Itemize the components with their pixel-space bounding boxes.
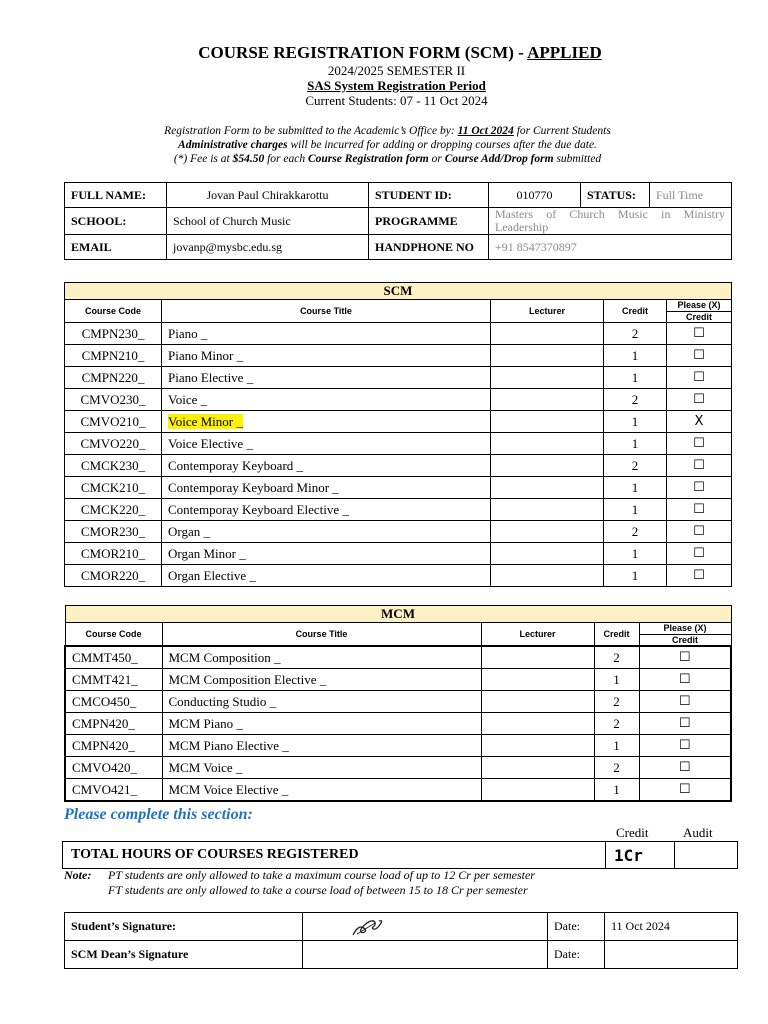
current-students-dates: Current Students: 07 - 11 Oct 2024 (305, 93, 488, 108)
lecturer-field[interactable] (491, 543, 604, 565)
admin-charges-label: Administrative charges (178, 139, 288, 151)
lecturer-field[interactable] (481, 691, 594, 713)
lecturer-field[interactable] (491, 411, 604, 433)
course-row (65, 565, 732, 587)
course-title-text: MCM Piano Elective _ (168, 737, 289, 753)
course-title (162, 411, 491, 433)
registration-checkbox[interactable]: ☐ (639, 735, 731, 757)
credit-value: 1 (604, 543, 667, 565)
course-title-text: Piano Minor _ (168, 347, 244, 363)
course-code: CMOR220_ (65, 565, 162, 587)
registration-checkbox[interactable]: ☐ (667, 345, 732, 367)
fee-form-registration: Course Registration form (307, 153, 429, 165)
col-please-x (667, 300, 732, 323)
course-code: CMCK230_ (65, 455, 162, 477)
credit-value: 1 (604, 411, 667, 433)
dean-date-label: Date: (548, 941, 605, 969)
lecturer-field[interactable] (491, 389, 604, 411)
course-title-text: MCM Composition _ (168, 649, 281, 665)
course-code: CMPN420_ (65, 735, 162, 757)
registration-checkbox[interactable]: ☐ (667, 565, 732, 587)
signature-table (64, 912, 738, 969)
course-code: CMMT421_ (65, 669, 162, 691)
course-code: CMPN420_ (65, 713, 162, 735)
course-row (65, 521, 732, 543)
course-title-text: MCM Composition Elective _ (168, 671, 327, 687)
credit-value: 2 (604, 389, 667, 411)
col-lecturer: Lecturer (491, 300, 604, 323)
course-row (65, 735, 731, 757)
course-code: CMVO230_ (65, 389, 162, 411)
note-label: Note: (64, 868, 92, 882)
student-signature-label: Student’s Signature: (65, 913, 303, 941)
credit-value: 1 (604, 499, 667, 521)
credit-value: 2 (594, 713, 639, 735)
course-title-text: MCM Voice Elective _ (168, 781, 289, 797)
course-code: CMVO421_ (65, 779, 162, 802)
course-row (65, 543, 732, 565)
course-code: CMPN210_ (65, 345, 162, 367)
credit-value: 1 (604, 367, 667, 389)
course-title (162, 691, 481, 713)
col-please-x-credit: Credit (671, 635, 698, 645)
course-title-text: Contemporay Keyboard Minor _ (168, 479, 339, 495)
fee-note-end: submitted (553, 153, 602, 165)
course-title (162, 367, 491, 389)
credit-value: 2 (594, 691, 639, 713)
lecturer-field[interactable] (481, 757, 594, 779)
semester-line: 2024/2025 SEMESTER II (327, 63, 466, 78)
lecturer-field[interactable] (491, 565, 604, 587)
lecturer-field[interactable] (491, 499, 604, 521)
course-code: CMPN220_ (65, 367, 162, 389)
course-title (162, 713, 481, 735)
credit-value: 1 (604, 565, 667, 587)
lecturer-field[interactable] (481, 669, 594, 691)
course-title-text: Conducting Studio _ (168, 693, 277, 709)
fee-note-or: or (428, 153, 445, 165)
registration-checkbox[interactable]: X (667, 411, 732, 433)
student-info-table (64, 182, 732, 260)
student-signature-field[interactable] (303, 913, 548, 941)
submission-note (0, 124, 768, 138)
course-title (162, 455, 491, 477)
fee-note-text-2: for each (264, 153, 308, 165)
course-code: CMMT450_ (65, 646, 162, 669)
col-course-title: Course Title (162, 300, 491, 323)
ft-load-note: FT students are only allowed to take a course load of between 15 to 18 Cr per semester (108, 883, 528, 897)
total-hours-table (62, 841, 738, 869)
programme-line-2: Leadership (495, 220, 549, 234)
form-title-main: COURSE REGISTRATION FORM (SCM) - (198, 43, 528, 62)
student-id-label: STUDENT ID: (369, 183, 489, 208)
course-title (162, 477, 491, 499)
student-date-label: Date: (548, 913, 605, 941)
school-label: SCHOOL: (65, 208, 167, 235)
course-title (162, 499, 491, 521)
handphone-label: HANDPHONE NO (369, 235, 489, 260)
credit-value: 2 (594, 646, 639, 669)
lecturer-field[interactable] (481, 713, 594, 735)
lecturer-field[interactable] (491, 345, 604, 367)
fee-form-add-drop: Course Add/Drop form (444, 153, 554, 165)
credit-value: 2 (604, 521, 667, 543)
dean-signature-field[interactable] (303, 941, 548, 969)
course-row (65, 691, 731, 713)
lecturer-field[interactable] (481, 735, 594, 757)
course-row (65, 477, 732, 499)
submission-note-text-end: for Current Students (513, 125, 611, 137)
credit-value: 1 (594, 735, 639, 757)
course-row (65, 713, 731, 735)
lecturer-field[interactable] (491, 477, 604, 499)
course-row (65, 669, 731, 691)
fee-note-text: (*) Fee is at (173, 153, 233, 165)
course-title-text: Voice _ (168, 391, 208, 407)
total-audit-header: Audit (683, 825, 713, 840)
submission-note-text: Registration Form to be submitted to the Academic’s Office by: (164, 125, 458, 137)
course-code: CMCK220_ (65, 499, 162, 521)
lecturer-field[interactable] (491, 433, 604, 455)
programme-label: PROGRAMME (369, 208, 489, 235)
mcm-course-table (64, 605, 732, 802)
lecturer-field[interactable] (481, 646, 594, 669)
form-title (0, 43, 768, 63)
course-title (162, 565, 491, 587)
course-title (162, 345, 491, 367)
scm-rows (65, 323, 732, 587)
lecturer-field[interactable] (491, 521, 604, 543)
complete-section-prompt: Please complete this section: (64, 806, 253, 823)
course-code: CMVO210_ (65, 411, 162, 433)
course-title (162, 389, 491, 411)
admin-charges-text: will be incurred for adding or dropping courses after the due date. (287, 139, 597, 151)
registration-period: SAS System Registration Period (307, 78, 486, 93)
course-row (65, 433, 732, 455)
course-title (162, 646, 481, 669)
fee-amount: $54.50 (232, 153, 265, 165)
registration-checkbox[interactable]: ☐ (667, 455, 732, 477)
course-title-text: Voice Minor _ (168, 413, 243, 429)
dean-signature-label: SCM Dean’s Signature (65, 941, 303, 969)
course-code: CMPN230_ (65, 323, 162, 345)
registration-checkbox[interactable]: ☐ (667, 521, 732, 543)
col-please-x-credit: Credit (685, 312, 712, 322)
col-course-code: Course Code (65, 623, 162, 647)
course-row (65, 411, 732, 433)
student-id-field[interactable]: 010770 (489, 183, 581, 208)
credit-value: 2 (604, 455, 667, 477)
registration-checkbox[interactable]: ☐ (667, 543, 732, 565)
lecturer-field[interactable] (491, 367, 604, 389)
admin-charges-note (0, 138, 768, 152)
fee-note (0, 152, 768, 166)
course-title-text: Organ Minor _ (168, 545, 246, 561)
course-code: CMOR230_ (65, 521, 162, 543)
total-hours-label: TOTAL HOURS OF COURSES REGISTERED (63, 842, 606, 869)
credit-value: 2 (594, 757, 639, 779)
mcm-heading: MCM (65, 606, 731, 623)
registration-checkbox[interactable]: ☐ (639, 669, 731, 691)
status-field[interactable]: Full Time (650, 183, 732, 208)
full-name-field[interactable]: Jovan Paul Chirakkarottu (167, 183, 369, 208)
credit-value: 1 (604, 477, 667, 499)
registration-checkbox[interactable]: ☐ (667, 367, 732, 389)
course-title (162, 521, 491, 543)
registration-checkbox[interactable]: ☐ (639, 757, 731, 779)
col-please-x-label: Please (X) (667, 300, 731, 312)
course-title (162, 323, 491, 345)
email-field[interactable]: jovanp@mysbc.edu.sg (167, 235, 369, 260)
form-title-applied: APPLIED (527, 43, 602, 62)
col-course-title: Course Title (162, 623, 481, 647)
programme-field[interactable] (489, 208, 732, 235)
scm-heading: SCM (65, 283, 732, 300)
lecturer-field[interactable] (481, 779, 594, 802)
programme-line-1: Masters of Church Music in Ministry (495, 207, 725, 221)
pt-load-note: PT students are only allowed to take a maximum course load of up to 12 Cr per semester (108, 868, 535, 882)
course-row (65, 367, 732, 389)
course-code: CMVO220_ (65, 433, 162, 455)
lecturer-field[interactable] (491, 323, 604, 345)
total-audit-field[interactable] (675, 842, 738, 869)
col-please-x (639, 623, 731, 647)
student-date-field[interactable]: 11 Oct 2024 (605, 913, 738, 941)
course-row (65, 779, 731, 802)
course-title-text: Piano _ (168, 325, 208, 341)
credit-value: 1 (594, 779, 639, 802)
registration-checkbox[interactable]: ☐ (639, 713, 731, 735)
dean-date-field[interactable] (605, 941, 738, 969)
credit-value: 2 (604, 323, 667, 345)
registration-checkbox[interactable]: ☐ (667, 499, 732, 521)
registration-checkbox[interactable]: ☐ (639, 779, 731, 802)
lecturer-field[interactable] (491, 455, 604, 477)
course-row (65, 499, 732, 521)
course-code: CMVO420_ (65, 757, 162, 779)
course-title-text: Contemporay Keyboard _ (168, 457, 304, 473)
registration-checkbox[interactable]: ☐ (667, 389, 732, 411)
submission-due-date: 11 Oct 2024 (457, 125, 514, 137)
course-title (162, 433, 491, 455)
course-title (162, 669, 481, 691)
mcm-rows (65, 646, 731, 801)
registration-checkbox[interactable]: ☐ (667, 323, 732, 345)
handphone-field[interactable]: +91 8547370897 (489, 235, 732, 260)
status-label: STATUS: (581, 183, 650, 208)
course-row (65, 345, 732, 367)
registration-checkbox[interactable]: ☐ (667, 477, 732, 499)
registration-checkbox[interactable]: ☐ (667, 433, 732, 455)
course-title-text: Voice Elective _ (168, 435, 253, 451)
total-credit-field[interactable]: 1Cr (606, 842, 675, 869)
school-field[interactable]: School of Church Music (167, 208, 369, 235)
course-title (162, 543, 491, 565)
course-title-text: Contemporay Keyboard Elective _ (168, 501, 349, 517)
full-name-label: FULL NAME: (65, 183, 167, 208)
registration-checkbox[interactable]: ☐ (639, 646, 731, 669)
handwritten-signature (349, 915, 389, 939)
course-title (162, 757, 481, 779)
credit-value: 1 (594, 669, 639, 691)
col-lecturer: Lecturer (481, 623, 594, 647)
course-title-text: Organ _ (168, 523, 211, 539)
course-code: CMCO450_ (65, 691, 162, 713)
col-credit: Credit (604, 300, 667, 323)
course-title (162, 735, 481, 757)
course-row (65, 646, 731, 669)
course-row (65, 455, 732, 477)
course-title-text: MCM Voice _ (168, 759, 243, 775)
col-course-code: Course Code (65, 300, 162, 323)
course-row (65, 757, 731, 779)
email-label: EMAIL (65, 235, 167, 260)
registration-checkbox[interactable]: ☐ (639, 691, 731, 713)
credit-value: 1 (604, 433, 667, 455)
course-code: CMCK210_ (65, 477, 162, 499)
course-row (65, 389, 732, 411)
course-title (162, 779, 481, 802)
col-please-x-label: Please (X) (640, 623, 731, 635)
course-title-text: Organ Elective _ (168, 567, 256, 583)
scm-course-table (64, 282, 732, 587)
course-row (65, 323, 732, 345)
course-title-text: MCM Piano _ (168, 715, 243, 731)
course-title-text: Piano Elective _ (168, 369, 254, 385)
credit-value: 1 (604, 345, 667, 367)
total-credit-header: Credit (616, 825, 649, 840)
course-code: CMOR210_ (65, 543, 162, 565)
col-credit: Credit (594, 623, 639, 647)
